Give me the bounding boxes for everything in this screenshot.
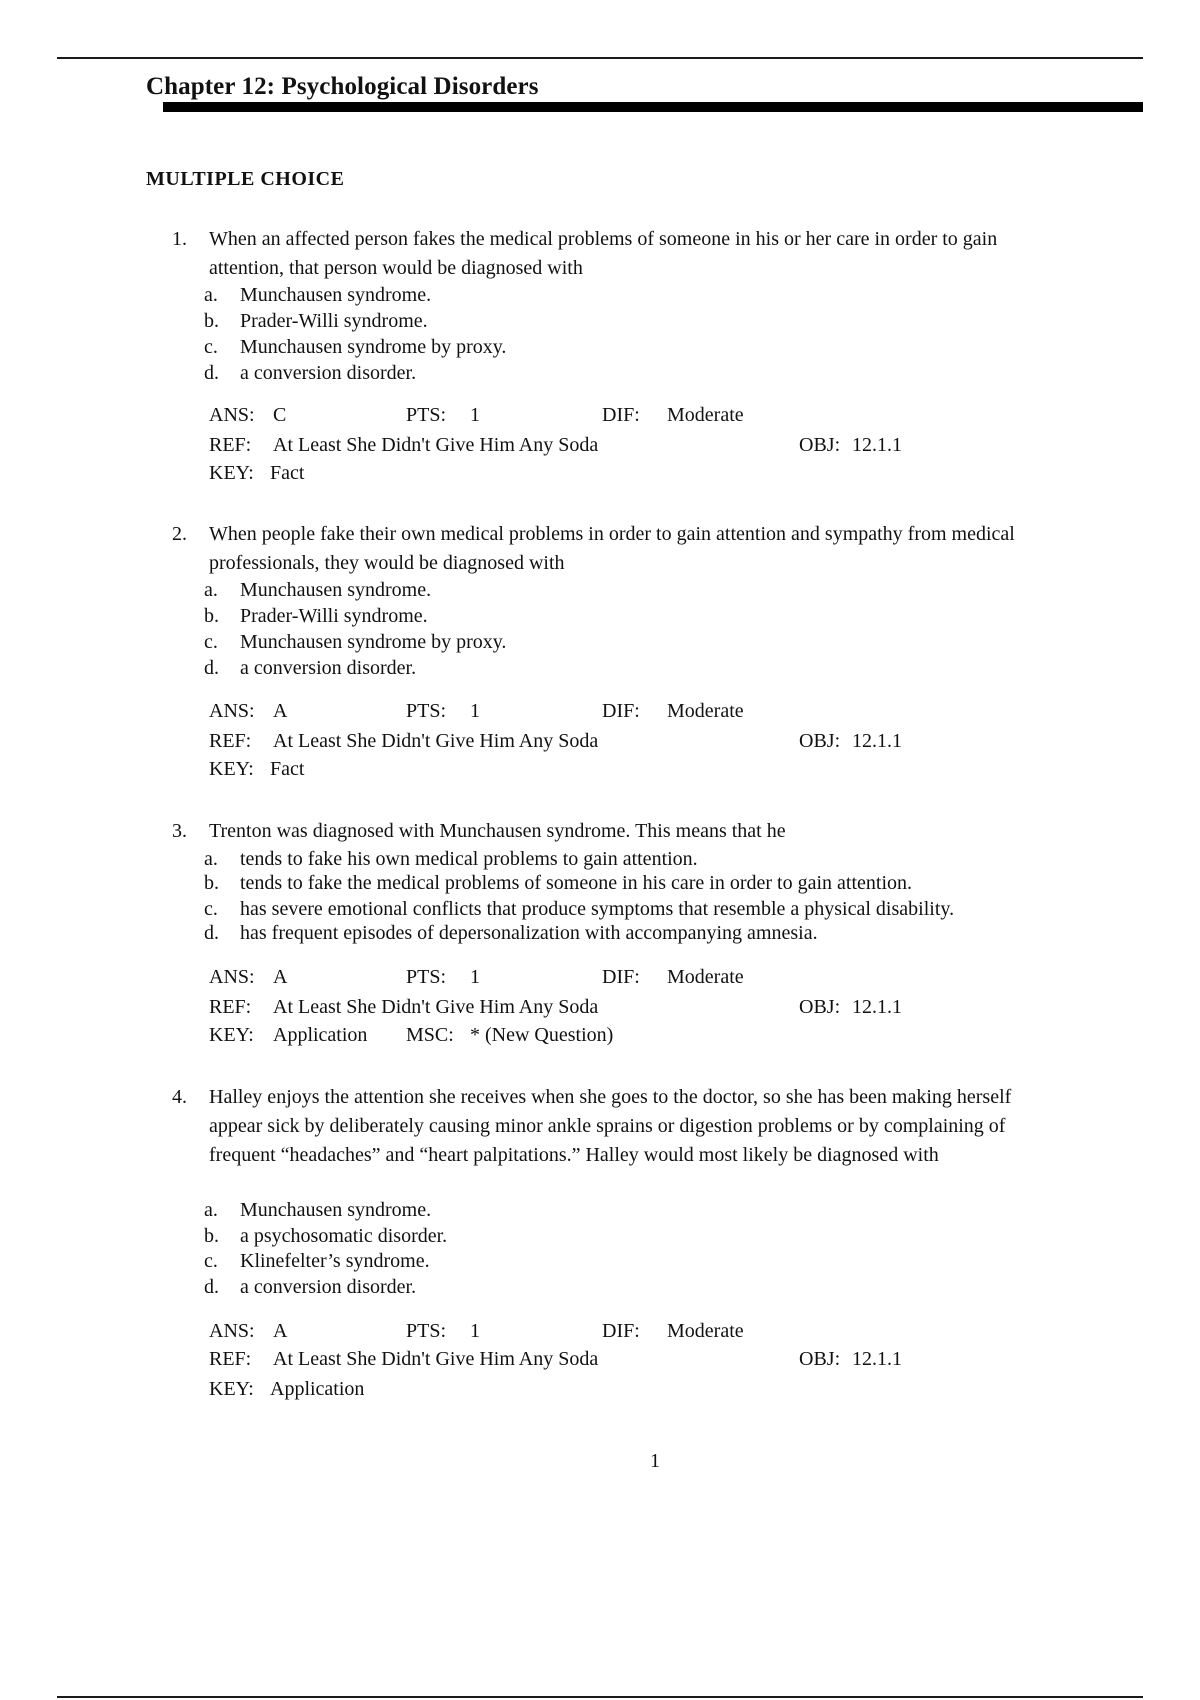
key-value: Application	[273, 1024, 368, 1046]
pts-label: PTS:	[406, 1320, 447, 1342]
ans-value: C	[273, 404, 287, 426]
chapter-title: Chapter 12: Psychological Disorders	[146, 73, 539, 100]
obj-value: 12.1.1	[852, 434, 902, 456]
option-text: Prader-Willi syndrome.	[240, 605, 428, 627]
answer-meta-line	[0, 963, 1200, 991]
dif-value: Moderate	[667, 966, 744, 988]
ans-value: A	[273, 966, 288, 988]
ref-value: At Least She Didn't Give Him Any Soda	[273, 730, 599, 752]
reference-meta-line	[0, 993, 1200, 1021]
ans-value: A	[273, 1320, 288, 1342]
ans-label: ANS:	[209, 700, 255, 722]
option-c	[0, 1248, 1200, 1274]
page-number: 1	[650, 1450, 660, 1472]
option-letter: d.	[204, 657, 219, 679]
ans-label: ANS:	[209, 404, 255, 426]
key-meta-line	[0, 1021, 1200, 1049]
ref-value: At Least She Didn't Give Him Any Soda	[273, 996, 599, 1018]
obj-label: OBJ:	[799, 996, 841, 1018]
key-label: KEY:	[209, 1024, 254, 1046]
pts-value: 1	[470, 1320, 480, 1342]
question-stem: When an affected person fakes the medical problems of someone in his or her care in order to gain attention, that person would be diagnosed with	[209, 228, 998, 279]
key-value: Fact	[270, 758, 305, 780]
ref-value: At Least She Didn't Give Him Any Soda	[273, 434, 599, 456]
option-text: Munchausen syndrome.	[240, 579, 432, 601]
dif-label: DIF:	[602, 700, 640, 722]
ref-label: REF:	[209, 1348, 252, 1370]
question-number: 2.	[172, 523, 187, 545]
ans-label: ANS:	[209, 1320, 255, 1342]
option-c	[0, 334, 1200, 360]
option-letter: b.	[204, 605, 219, 627]
option-text: a conversion disorder.	[240, 1276, 417, 1298]
answer-meta-line	[0, 697, 1200, 725]
reference-meta-line	[0, 727, 1200, 755]
option-letter: c.	[204, 336, 218, 358]
bottom-page-rule	[57, 1696, 1143, 1698]
option-b	[0, 603, 1200, 629]
option-letter: d.	[204, 922, 219, 944]
key-meta-line	[0, 1375, 1200, 1403]
option-text: a conversion disorder.	[240, 362, 417, 384]
key-label: KEY:	[209, 758, 254, 780]
option-letter: c.	[204, 631, 218, 653]
option-text: Munchausen syndrome by proxy.	[240, 336, 507, 358]
section-heading: MULTIPLE CHOICE	[146, 168, 345, 190]
option-d	[0, 920, 1200, 946]
option-text: a psychosomatic disorder.	[240, 1225, 448, 1247]
obj-label: OBJ:	[799, 434, 841, 456]
ans-label: ANS:	[209, 966, 255, 988]
reference-meta-line	[0, 431, 1200, 459]
msc-label: MSC:	[406, 1024, 454, 1046]
title-underline-bar	[163, 102, 1143, 112]
question-stem: When people fake their own medical problems in order to gain attention and sympathy from medical professionals, they would be diagnosed with	[209, 523, 1015, 574]
option-text: Munchausen syndrome.	[240, 1199, 432, 1221]
option-text: has severe emotional conflicts that produce symptoms that resemble a physical disability.	[240, 898, 955, 920]
option-a	[0, 577, 1200, 603]
option-letter: a.	[204, 1199, 218, 1221]
option-text: tends to fake his own medical problems to gain attention.	[240, 848, 698, 870]
dif-label: DIF:	[602, 966, 640, 988]
option-a	[0, 1197, 1200, 1223]
option-letter: a.	[204, 579, 218, 601]
msc-value: * (New Question)	[470, 1024, 614, 1046]
key-meta-line	[0, 755, 1200, 783]
obj-value: 12.1.1	[852, 996, 902, 1018]
obj-value: 12.1.1	[852, 730, 902, 752]
option-d	[0, 655, 1200, 681]
key-label: KEY:	[209, 462, 254, 484]
option-text: Klinefelter’s syndrome.	[240, 1250, 430, 1272]
pts-label: PTS:	[406, 404, 447, 426]
option-b	[0, 1223, 1200, 1249]
ref-label: REF:	[209, 730, 252, 752]
key-value: Fact	[270, 462, 305, 484]
option-a	[0, 846, 1200, 872]
option-text: Prader-Willi syndrome.	[240, 310, 428, 332]
obj-label: OBJ:	[799, 1348, 841, 1370]
option-d	[0, 360, 1200, 386]
question-stem: Halley enjoys the attention she receives when she goes to the doctor, so she has been making herself appear sick by deliberately causing minor ankle sprains or digestion problems or by complaining of frequent “headaches” and “heart palpitations.” Halley would most likely be diagnosed with	[209, 1086, 1012, 1166]
dif-label: DIF:	[602, 1320, 640, 1342]
option-b	[0, 308, 1200, 334]
pts-value: 1	[470, 404, 480, 426]
option-text: tends to fake the medical problems of someone in his care in order to gain attention.	[240, 872, 913, 894]
pts-value: 1	[470, 700, 480, 722]
question-number: 1.	[172, 228, 187, 250]
dif-value: Moderate	[667, 1320, 744, 1342]
option-text: a conversion disorder.	[240, 657, 417, 679]
option-letter: a.	[204, 848, 218, 870]
option-text: has frequent episodes of depersonalization with accompanying amnesia.	[240, 922, 818, 944]
option-text: Munchausen syndrome.	[240, 284, 432, 306]
option-c	[0, 629, 1200, 655]
key-value: Application	[270, 1378, 365, 1400]
option-letter: c.	[204, 898, 218, 920]
ref-value: At Least She Didn't Give Him Any Soda	[273, 1348, 599, 1370]
question-number: 3.	[172, 820, 187, 842]
ans-value: A	[273, 700, 288, 722]
reference-meta-line	[0, 1345, 1200, 1373]
option-letter: a.	[204, 284, 218, 306]
pts-value: 1	[470, 966, 480, 988]
option-b	[0, 870, 1200, 896]
question-stem: Trenton was diagnosed with Munchausen syndrome. This means that he	[209, 820, 786, 842]
dif-label: DIF:	[602, 404, 640, 426]
answer-meta-line	[0, 401, 1200, 429]
ref-label: REF:	[209, 434, 252, 456]
option-letter: b.	[204, 1225, 219, 1247]
answer-meta-line	[0, 1317, 1200, 1345]
option-letter: b.	[204, 872, 219, 894]
key-label: KEY:	[209, 1378, 254, 1400]
obj-label: OBJ:	[799, 730, 841, 752]
pts-label: PTS:	[406, 700, 447, 722]
ref-label: REF:	[209, 996, 252, 1018]
option-letter: d.	[204, 1276, 219, 1298]
dif-value: Moderate	[667, 404, 744, 426]
question-number: 4.	[172, 1086, 187, 1108]
option-c	[0, 896, 1200, 922]
option-d	[0, 1274, 1200, 1300]
option-letter: b.	[204, 310, 219, 332]
option-a	[0, 282, 1200, 308]
option-text: Munchausen syndrome by proxy.	[240, 631, 507, 653]
obj-value: 12.1.1	[852, 1348, 902, 1370]
option-letter: c.	[204, 1250, 218, 1272]
key-meta-line	[0, 459, 1200, 487]
top-page-rule	[57, 57, 1143, 59]
dif-value: Moderate	[667, 700, 744, 722]
option-letter: d.	[204, 362, 219, 384]
pts-label: PTS:	[406, 966, 447, 988]
